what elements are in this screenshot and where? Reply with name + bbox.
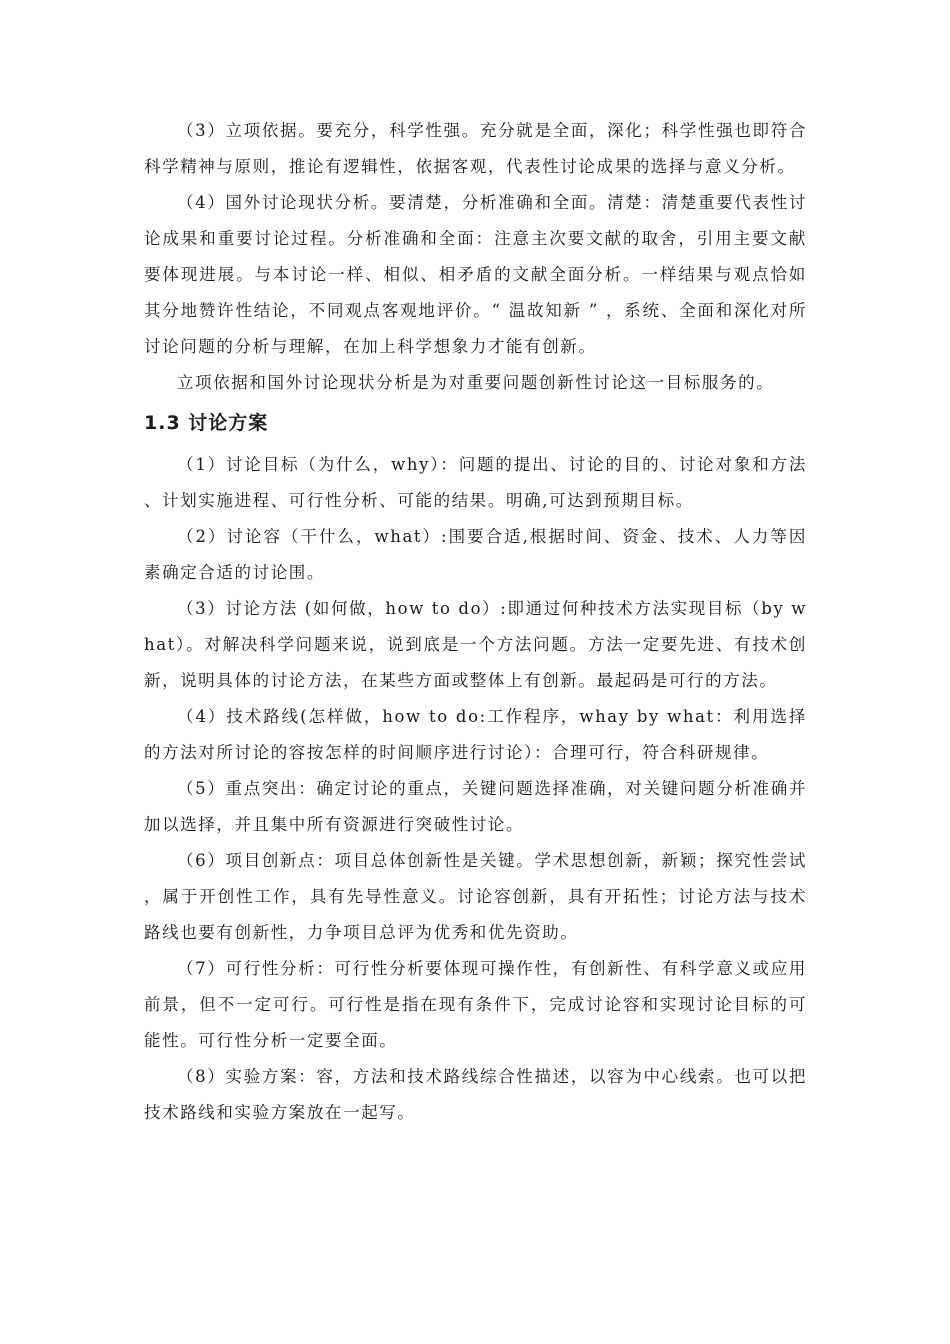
paragraph-experiment-plan: （8）实验方案：容，方法和技术路线综合性描述，以容为中心线索。也可以把技术路线和实验方案放在一起写。 bbox=[144, 1067, 807, 1122]
paragraph-technical-route: （4）技术路线(怎样做，how to do:工作程序，whay by what：利用选择的方法对所讨论的容按怎样的时间顺序进行讨论）：合理可行，符合科研规律。 bbox=[144, 707, 807, 762]
paragraph-basis: （3）立项依据。要充分，科学性强。充分就是全面，深化；科学性强也即符合科学精神与原则，推论有逻辑性，依据客观，代表性讨论成果的选择与意义分析。 bbox=[144, 121, 807, 176]
paragraph-method: （3）讨论方法 (如何做，how to do）:即通过何种技术方法实现目标（by what）。对解决科学问题来说，说到底是一个方法问题。方法一定要先进、有技术创新，说明具体的讨论方法，在某些方面或整体上有创新。最起码是可行的方法。 bbox=[144, 599, 807, 690]
paragraph-innovation: （6）项目创新点：项目总体创新性是关键。学术思想创新，新颖；探究性尝试，属于开创性工作，具有先导性意义。讨论容创新，具有开拓性；讨论方法与技术路线也要有创新性，力争项目总评为优秀和优先资助。 bbox=[144, 851, 807, 942]
paragraph-summary: 立项依据和国外讨论现状分析是为对重要问题创新性讨论这一目标服务的。 bbox=[177, 373, 775, 392]
paragraph-key-points: （5）重点突出：确定讨论的重点，关键问题选择准确，对关键问题分析准确并加以选择，并且集中所有资源进行突破性讨论。 bbox=[144, 779, 807, 834]
paragraph-content: （2）讨论容（干什么，what）:围要合适,根据时间、资金、技术、人力等因素确定合适的讨论围。 bbox=[144, 527, 807, 582]
paragraph-feasibility: （7）可行性分析：可行性分析要体现可操作性，有创新性、有科学意义或应用前景，但不一定可行。可行性是指在现有条件下，完成讨论容和实现讨论目标的可能性。可行性分析一定要全面。 bbox=[144, 959, 807, 1050]
paragraph-research-status: （4）国外讨论现状分析。要清楚，分析准确和全面。清楚：清楚重要代表性讨论成果和重要讨论过程。分析准确和全面：注意主次要文献的取舍，引用主要文献要体现进展。与本讨论一样、相似、相矛盾的文献全面分析。一样结果与观点恰如其分地赞许性结论，不同观点客观地评价。“ 温故知新 ” ，系统、全面和深化对所讨论问题的分析与理解，在加上科学想象力才能有创新。 bbox=[144, 193, 807, 356]
paragraph-objective: （1）讨论目标（为什么，why）：问题的提出、讨论的目的、讨论对象和方法、计划实施进程、可行性分析、可能的结果。明确,可达到预期目标。 bbox=[144, 455, 807, 510]
section-heading: 1.3 讨论方案 bbox=[144, 412, 269, 434]
document-page bbox=[144, 113, 807, 1131]
